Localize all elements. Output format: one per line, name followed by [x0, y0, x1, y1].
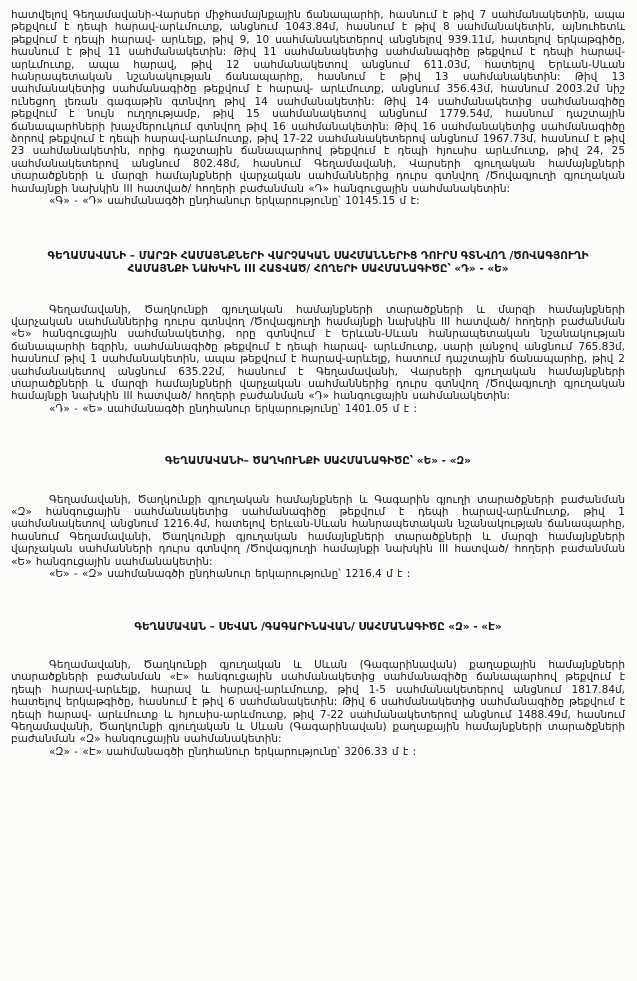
section-heading: ԳԵՂԱՄԱՎԱՆԻ– ԾԱՂԿՈՒՆՔԻ ՍԱՀՄԱՆԱԳԻԾԸ՝ «Ե» - «Զ»	[165, 455, 471, 468]
boundary-description-paragraph: հատվելով Գեղամավանի-Վարսեր միջհամայնքային ճանապարհի, հասնում է թիվ 7 սահմանակետին, ապա թեքվում է դեպի հարավ-արևմուտք, անցնում 1043.84մ, հասնում է թիվ 8 սահմանակետին, այնուհետև թեքվում է դեպի հարավ- արևելք, թիվ 9, 10 սահմանակետերով անցնելով 939.11մ, հատելով երկաթգիծը, հասնում է թիվ 11 սահմանակետին: Թիվ 11 սահմանակետից սահմանագիծը թեքվում է դեպի հարավ-արևմուտք, ապա հարավ, թիվ 12 սահմանակետով անցնում 611.03մ, հատելով Երևան-Սևան հանրապետական նշանակության ճանապարհը, հասնում է թիվ 13 սահմանակետին: Թիվ 13 սահմանակետից սահմանագիծը թեքվում է հարավ- արևմուտք, անցնում 356.43մ, հասնում 2003.2մ նիշ ունեցող լեռան գագաթին գտնվող թիվ 14 սահմանակետին: Թիվ 14 սահմանակետից սահմանագիծը թեքվում է նույն ուղղությամբ, թիվ 15 սահմանակետով անցնում 1779.54մ, հասնում դաշտային ճանապարհների խաչմերուկում գտնվող թիվ 16 սահմանակետին: Թիվ 16 սահմանակետից սահմանագիծը ձորով թեքվում է դեպի հարավ-արևմուտք, թիվ 17-22 սահմանակետերով անցնում 1967.73մ, հասնում է թիվ 23 սահմանակետին, որից դաշտային ճանապարհով թեքվում է դեպի հյուսիս արևմուտք, թիվ 24, 25 սահմանակետերով անցնում 802.48մ, հասնում Գեղամավանի, Վարսերի գյուղական համայնքների տարածքների և մարզի համայնքների վարչական սահմաններից դուրս գտնվող /Ծովագյուղի գյուղական համայնքի նախկին III հատված/ հողերի բաժանման «Դ» հանգուցային սահմանակետին:	[11, 9, 625, 195]
boundary-description-paragraph: Գեղամավանի, Ծաղկունքի գյուղական և Սևան (Գագարինավան) քաղաքային համայնքների տարածքների բաժանման «Է» հանգուցային սահմանակետից սահմանագիծը ճանապարհով թեքվում է դեպի հարավ-արևելք, հարավ և հարավ-արևմուտք, թիվ 1-5 սահմանակետերով անցնում 1817.84մ, հատելով երկաթգիծը, հասնում է թիվ 6 սահմանակետին: Թիվ 6 սահմանակետից սահմանագիծը թեքվում է դեպի հարավ- արևմուտք և հյուսիս-արևմուտք, թիվ 7-22 սահմանակետերով անցնում 1488.49մ, հասնում Գեղամավանի, Ծաղկունքի գյուղական և Սևան (Գագարինավան) քաղաքային համայնքների տարածքների բաժանման «Զ» հանգուցային սահմանակետին:	[11, 659, 625, 746]
boundary-length-line: «Գ» - «Դ» սահմանագծի ընդհանուր երկարությունը՝ 10145.15 մ է:	[49, 195, 420, 208]
boundary-length-line: «Ե» - «Զ» սահմանագծի ընդհանուր երկարությունը՝ 1216.4 մ է :	[49, 568, 411, 581]
section-heading: ԳԵՂԱՄԱՎԱՆ – ՍԵՎԱՆ /ԳԱԳԱՐԻՆԱՎԱՆ/ ՍԱՀՄԱՆԱԳԻԾԸ «Զ» - «Է»	[134, 620, 502, 633]
boundary-description-paragraph: Գեղամավանի, Ծաղկունքի գյուղական համայնքների և Գագարին գյուղի տարածքների բաժանման «Զ» հանգուցային սահմանակետից սահմանագիծը թեքվում է դեպի հարավ-արևմուտք, թիվ 1 սահմանակետով անցնում 1216.4մ, հատելով Երևան-Սևան հանրապետական նշանակության ճանապարհը, հասնում Գեղամավանի, Ծաղկունքի գյուղական համայնքների տարածքների և մարզի համայնքների վարչական սահմանների դուրս գտնվող /Ծովագյուղի համայնքի նախկին III հատված/ հողերի բաժանման «Ե» հանգուցային սահմանակետին:	[11, 493, 625, 568]
boundary-description-paragraph: Գեղամավանի, Ծաղկունքի գյուղական համայնքների տարածքների և մարզի համայնքների վարչական սահմաններից դուրս գտնվող /Ծովագյուղի համայնքի նախկին III հատված/ հողերի բաժանման «Ե» հանգուցային սահմանակետից, որը գտնվում է Երևան-Սևան հանրապետական նշանակության ճանապարհի եզրին, սահմանագիծը թեքվում է դեպի հարավ- արևմուտք, սարի լանջով անցնում 765.83մ, հասնում թիվ 1 սահմանակետին, ապա թեքվում է հարավ-արևելք, հատում դաշտային ճանապարհը, թիվ 2 սահմանակետով անցնում 635.22մ, հասնում է Գեղամավանի, Վարսերի գյուղական համայնքների տարածքների և մարզի համայնքների վարչական սահմաններից դուրս գտնվող /Ծովագյուղի գյուղական համայնքի նախկին III հատված/ հողերի բաժանման «Դ» հանգուցային սահմանակետին:	[11, 303, 625, 403]
boundary-length-line: «Զ» - «Է» սահմանագծի ընդհանուր երկարությունը՝ 3206.33 մ է :	[49, 745, 417, 758]
boundary-length-line: «Դ» - «Ե» սահմանագծի ընդհանուր երկարությունը՝ 1401.05 մ է :	[49, 402, 417, 415]
section-heading: ԳԵՂԱՄԱՎԱՆԻ – ՄԱՐԶԻ ՀԱՄԱՅՆՔՆԵՐԻ ՎԱՐՉԱԿԱՆ ՍԱՀՄԱՆՆԵՐԻՑ ԴՈՒՐՍ ԳՏՆՎՈՂ /ԾՈՎԱԳՅՈՒՂԻ ՀԱՄԱՅՆՔԻ ՆԱԽԿԻՆ III ՀԱՏՎԱԾ/ ՀՈՂԵՐԻ ՍԱՀՄԱՆԱԳԻԾԸ՝ «Դ» - «Ե»	[47, 249, 589, 275]
